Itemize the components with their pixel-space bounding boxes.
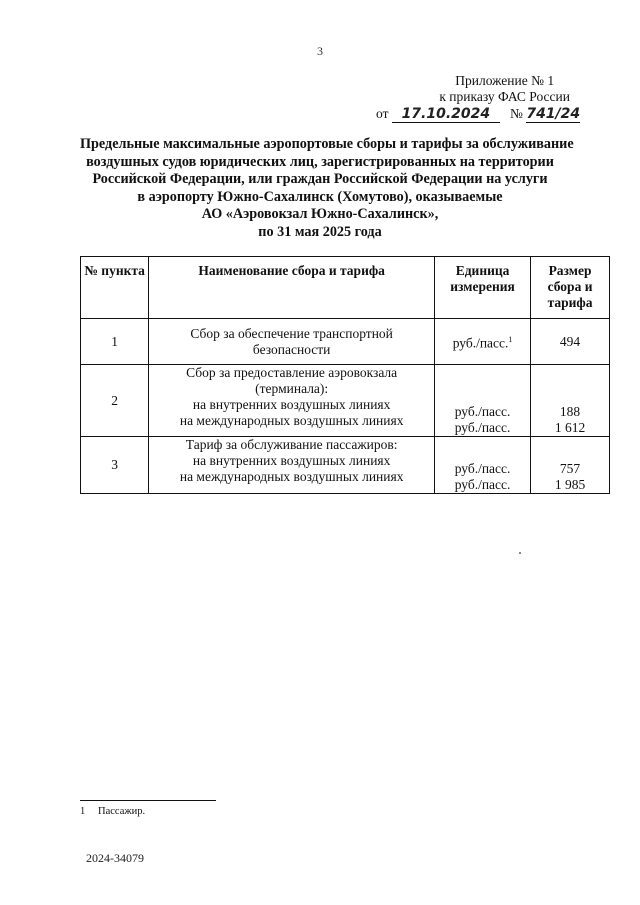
heading-line: Предельные максимальные аэропортовые сборы и тарифы за обслуживание [80, 136, 574, 152]
heading-line: по 31 мая 2025 года [258, 223, 382, 240]
appendix-order-ref: к приказу ФАС России [439, 89, 570, 104]
fee-name: Тариф за обслуживание пассажиров: на внутренних воздушных линиях на международных воздушных линиях [149, 437, 435, 494]
order-date: 17.10.2024 [392, 106, 500, 123]
heading-line: АО «Аэровокзал Южно-Сахалинск», [201, 206, 439, 222]
fee-value: 494 [531, 319, 610, 365]
number-prefix: № [509, 106, 523, 121]
order-number: 741/24 [526, 106, 581, 122]
header-unit: Единица измерения [435, 257, 531, 319]
footnote-text: Пассажир. [98, 806, 146, 817]
fee-unit: руб./пасс.$^1$ [435, 319, 531, 365]
footnote [80, 806, 145, 817]
heading-line: воздушных судов юридических лиц, зарегистрированных на территории [86, 153, 554, 170]
fee-unit: руб./пасс. руб./пасс. [435, 365, 531, 437]
item-number: 1 [81, 319, 149, 365]
table-header-row [81, 257, 610, 319]
document-id: 2024-34079 [86, 851, 144, 865]
footnote-divider [80, 800, 216, 801]
fee-name: Сбор за обеспечение транспортной безопасности [149, 319, 435, 365]
heading-line: в аэропорту Южно-Сахалинск (Хомутово), оказываемые [137, 188, 503, 205]
document-heading [80, 136, 574, 241]
footnote-marker: 1 [80, 806, 86, 817]
tariffs-table [80, 256, 610, 494]
table-row [81, 437, 610, 494]
fee-value: 188 1 612 [531, 365, 610, 437]
date-prefix: от [376, 106, 389, 121]
scan-speck [519, 552, 521, 554]
appendix-header [439, 73, 570, 105]
page-number: 3 [317, 44, 323, 58]
header-fee-name: Наименование сбора и тарифа [149, 257, 435, 319]
header-item-number: № пункта [81, 257, 149, 319]
item-number: 2 [81, 365, 149, 437]
table-row [81, 319, 610, 365]
item-number: 3 [81, 437, 149, 494]
table-row [81, 365, 610, 437]
fee-name: Сбор за предоставление аэровокзала (терминала): на внутренних воздушных линиях на международных воздушных линиях [149, 365, 435, 437]
fee-unit: руб./пасс. руб./пасс. [435, 437, 531, 494]
order-reference-line [376, 106, 580, 123]
fee-value: 757 1 985 [531, 437, 610, 494]
header-fee-size: Размер сбора и тарифа [531, 257, 610, 319]
footnote-ref: 1 [508, 334, 513, 344]
appendix-title: Приложение № 1 [455, 73, 555, 88]
heading-line: Российской Федерации, или граждан Российской Федерации на услуги [92, 171, 548, 187]
